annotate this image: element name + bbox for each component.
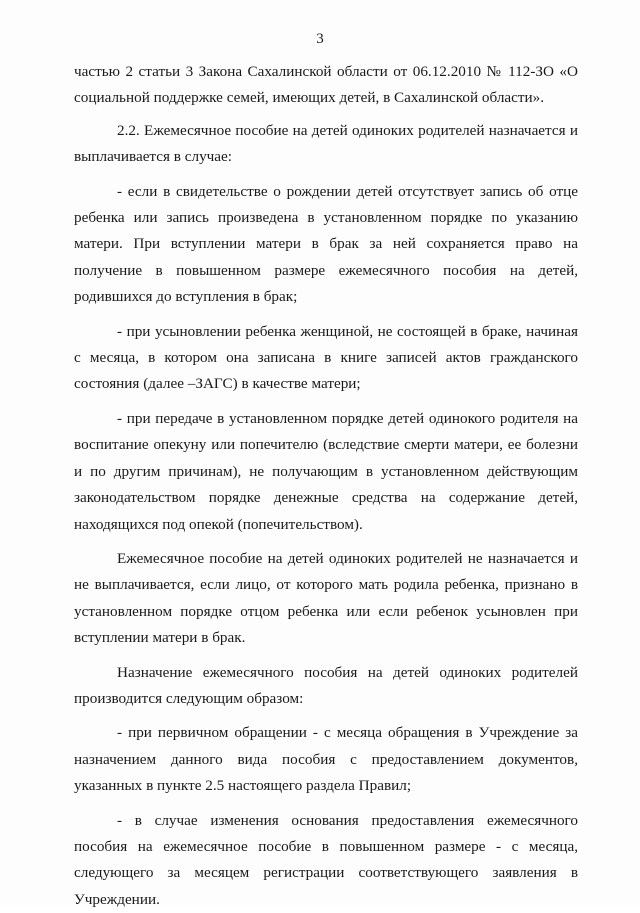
paragraph-case-birth-record: - если в свидетельстве о рождении детей отсутствует запись об отце ребенка или запись произведена в установленном порядке по указанию матери. При вступлении матери в брак за ней сохраняется право на получение в повышенном размере ежемесячного пособия на детей, родившихся до вступления в брак;: [74, 182, 578, 306]
paragraph-case-adoption: - при усыновлении ребенка женщиной, не состоящей в браке, начиная с месяца, в котором она записана в книге записей актов гражданского состояния (далее –ЗАГС) в качестве матери;: [74, 322, 578, 393]
paragraph-basis-change: - в случае изменения основания предоставления ежемесячного пособия на ежемесячное пособие в повышенном размере - с месяца, следующего за месяцем регистрации соответствующего заявления в Учреждении.: [74, 811, 578, 908]
paragraph-law-reference: частью 2 статьи 3 Закона Сахалинской области от 06.12.2010 № 112-ЗО «О социальной поддержке семей, имеющих детей, в Сахалинской области».: [74, 63, 578, 107]
paragraph-first-application: - при первичном обращении - с месяца обращения в Учреждение за назначением данного вида пособия с предоставлением документов, указанных в пункте 2.5 настоящего раздела Правил;: [74, 724, 578, 795]
document-body: [74, 59, 578, 913]
paragraph-section-2-2: 2.2. Ежемесячное пособие на детей одиноких родителей назначается и выплачивается в случае:: [74, 121, 578, 166]
paragraph-assignment-order: Назначение ежемесячного пособия на детей одиноких родителей производится следующим образом:: [74, 663, 578, 707]
paragraph-case-guardianship: - при передаче в установленном порядке детей одинокого родителя на воспитание опекуну или попечителю (вследствие смерти матери, ее болезни и по другим причинам), не получающим в установленном действующим законодательством порядке денежные средства на содержание детей, находящихся под опекой (попечительством).: [74, 409, 578, 533]
paragraph-not-assigned: Ежемесячное пособие на детей одиноких родителей не назначается и не выплачивается, если лицо, от которого мать родила ребенка, признано в установленном порядке отцом ребенка или если ребенок усыновлен при вступлении матери в брак.: [74, 549, 578, 647]
page-number: 3: [316, 31, 324, 47]
